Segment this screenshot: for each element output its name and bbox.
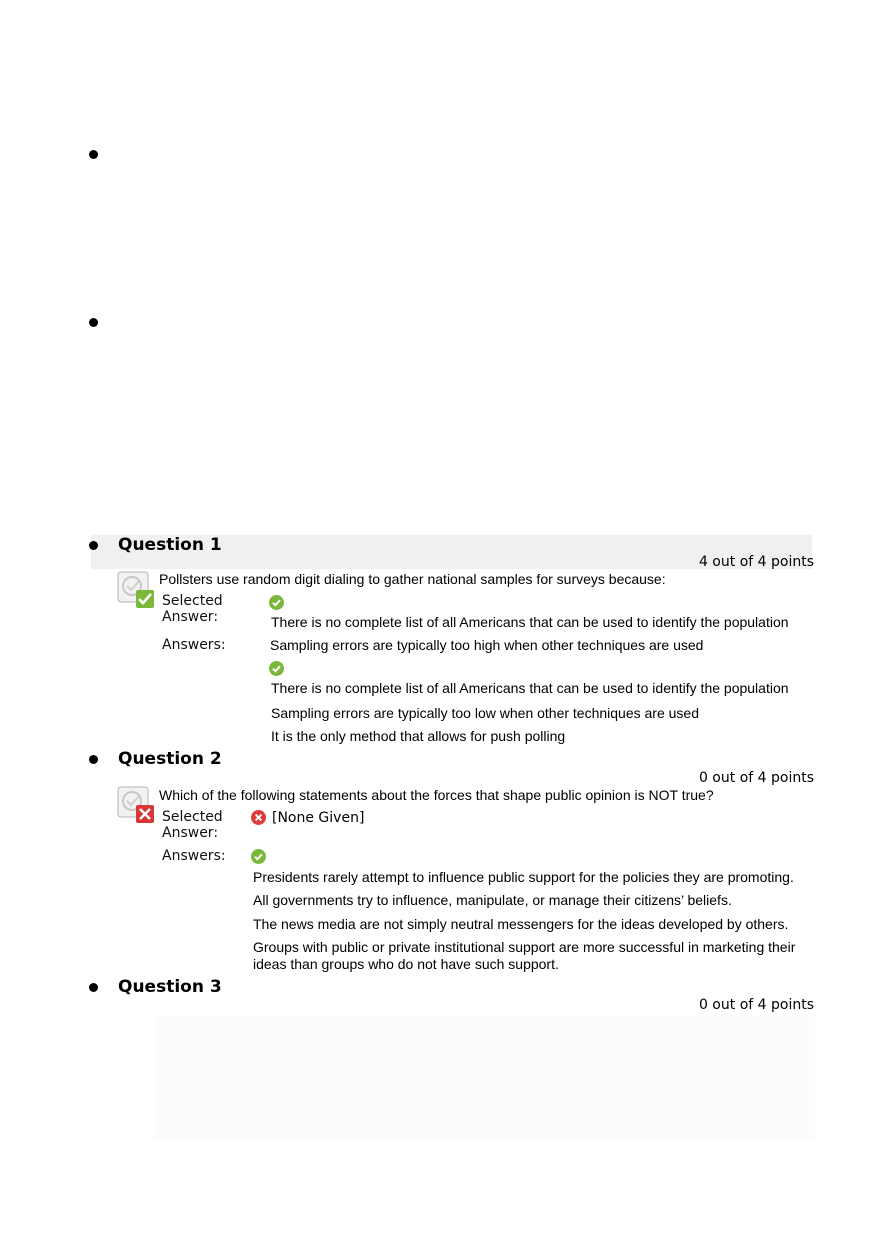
selected-answer-text: There is no complete list of all Americans that can be used to identify the population [271, 614, 789, 630]
answer-option: The news media are not simply neutral messengers for the ideas developed by others. [253, 916, 789, 932]
question-1-title: Question 1 [118, 535, 222, 555]
question-3-body [155, 1016, 815, 1140]
check-circle-icon [269, 595, 284, 610]
answer-option: It is the only method that allows for push polling [271, 728, 566, 744]
question-1-text: Pollsters use random digit dialing to gather national samples for surveys because: [159, 571, 666, 587]
question-2-score: 0 out of 4 points [698, 770, 814, 786]
question-2-title: Question 2 [118, 749, 222, 769]
selected-answer-label: Selected Answer: [162, 809, 223, 841]
answers-label: Answers: [162, 637, 226, 653]
check-circle-icon [251, 849, 266, 864]
answer-option-correct: There is no complete list of all Americans that can be used to identify the population [271, 680, 789, 696]
selected-answer-label: Selected Answer: [162, 593, 223, 625]
question-1-score: 4 out of 4 points [698, 554, 814, 570]
answers-label: Answers: [162, 848, 226, 864]
check-circle-icon [269, 661, 284, 676]
answer-option: Sampling errors are typically too high when other techniques are used [270, 637, 704, 653]
x-circle-icon [251, 810, 266, 825]
question-2-text: Which of the following statements about the forces that shape public opinion is NOT true? [159, 787, 714, 803]
list-bullet [89, 318, 98, 327]
question-2-status-icon [117, 786, 155, 824]
answer-option: Sampling errors are typically too low when other techniques are used [271, 705, 700, 721]
list-bullet [89, 541, 98, 550]
answer-option: All governments try to influence, manipulate, or manage their citizens’ beliefs. [253, 892, 732, 908]
list-bullet [89, 983, 98, 992]
question-1-status-icon [117, 571, 155, 609]
list-bullet [89, 150, 98, 159]
question-3-title: Question 3 [118, 977, 222, 997]
selected-answer-text: [None Given] [272, 810, 365, 826]
answer-option: Groups with public or private institutional support are more successful in marketing their ideas than groups who do not have such support. [253, 939, 796, 972]
list-bullet [89, 755, 98, 764]
answer-option-correct: Presidents rarely attempt to influence public support for the policies they are promoting. [253, 869, 794, 885]
question-3-score: 0 out of 4 points [698, 997, 814, 1013]
